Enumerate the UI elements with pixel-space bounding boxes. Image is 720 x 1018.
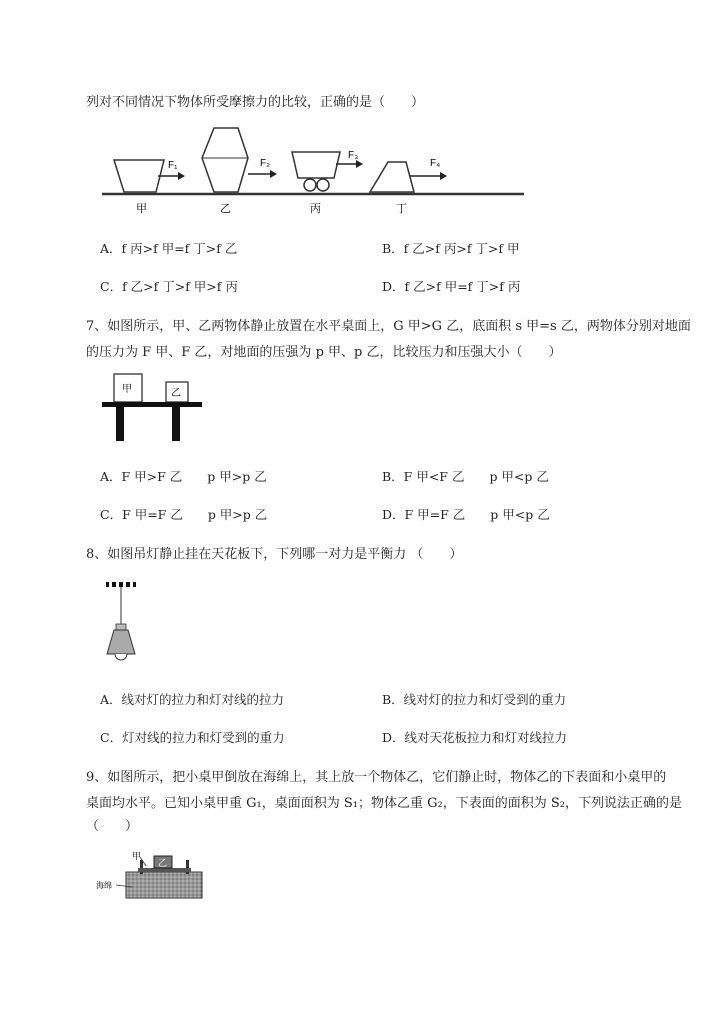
q7-option-b: B．F 甲<F 乙 p 甲<p 乙 (382, 469, 549, 484)
force-f2: F₂ (260, 158, 270, 169)
force-f4: F₄ (430, 158, 441, 169)
q6-option-d: D．f 乙>f 甲=f 丁>f 丙 (382, 279, 521, 294)
q6-option-c: C．f 乙>f 丁>f 甲>f 丙 (100, 279, 238, 294)
q8-option-b: B．线对灯的拉力和灯受到的重力 (382, 692, 567, 707)
force-f1: F₁ (168, 160, 178, 171)
block-bing (292, 152, 340, 178)
object-yi-label: 乙 (158, 859, 168, 869)
table-jia-label: 甲 (132, 852, 142, 862)
sponge-label: 海绵 (96, 881, 112, 890)
label-yi: 乙 (220, 202, 231, 215)
q9-figure (96, 850, 216, 900)
block-yi (202, 128, 248, 192)
label-ding: 丁 (396, 202, 407, 215)
q7-stem-line2: 的压力为 F 甲、F 乙，对地面的压强为 p 甲、p 乙，比较压力和压强大小（ ） (86, 345, 562, 360)
q6-option-a: A．f 丙>f 甲=f 丁>f 乙 (100, 241, 238, 256)
box-yi-label: 乙 (171, 388, 181, 399)
q7-option-c: C．F 甲=F 乙 p 甲>p 乙 (100, 507, 268, 522)
label-bing: 丙 (310, 202, 321, 215)
force-f3: F₃ (348, 150, 359, 161)
q7-option-a: A．F 甲>F 乙 p 甲>p 乙 (100, 469, 267, 484)
q7-figure (100, 370, 210, 446)
q9-stem-line3: （ ） (86, 819, 139, 834)
q7-option-d: D．F 甲=F 乙 p 甲<p 乙 (382, 507, 550, 522)
q8-lamp-figure (100, 582, 146, 664)
block-ding (370, 162, 414, 192)
q6-stem: 列对不同情况下物体所受摩擦力的比较，正确的是（ ） (86, 95, 425, 110)
label-jia: 甲 (136, 202, 147, 215)
q9-stem-line2: 桌面均水平。已知小桌甲重 G₁，桌面面积为 S₁；物体乙重 G₂，下表面的面积为 S₂，下列说法正确的是 (86, 796, 682, 811)
q8-option-a: A．线对灯的拉力和灯对线的拉力 (100, 692, 285, 707)
q8-option-d: D．线对天花板拉力和灯对线拉力 (382, 730, 568, 745)
q7-stem-line1: 7、如图所示，甲、乙两物体静止放置在水平桌面上，G 甲>G 乙，底面积 s 甲=s 乙，两物体分别对地面 (86, 319, 691, 334)
q6-figure (98, 122, 528, 222)
block-jia (114, 160, 164, 192)
q8-stem: 8、如图吊灯静止挂在天花板下，下列哪一对力是平衡力 （ ） (86, 547, 463, 562)
q8-option-c: C．灯对线的拉力和灯受到的重力 (100, 730, 285, 745)
q9-stem-line1: 9、如图所示，把小桌甲倒放在海绵上，其上放一个物体乙，它们静止时，物体乙的下表面和小桌甲的 (86, 770, 667, 785)
q6-option-b: B．f 乙>f 丙>f 丁>f 甲 (382, 241, 520, 256)
box-jia-label: 甲 (122, 384, 132, 395)
